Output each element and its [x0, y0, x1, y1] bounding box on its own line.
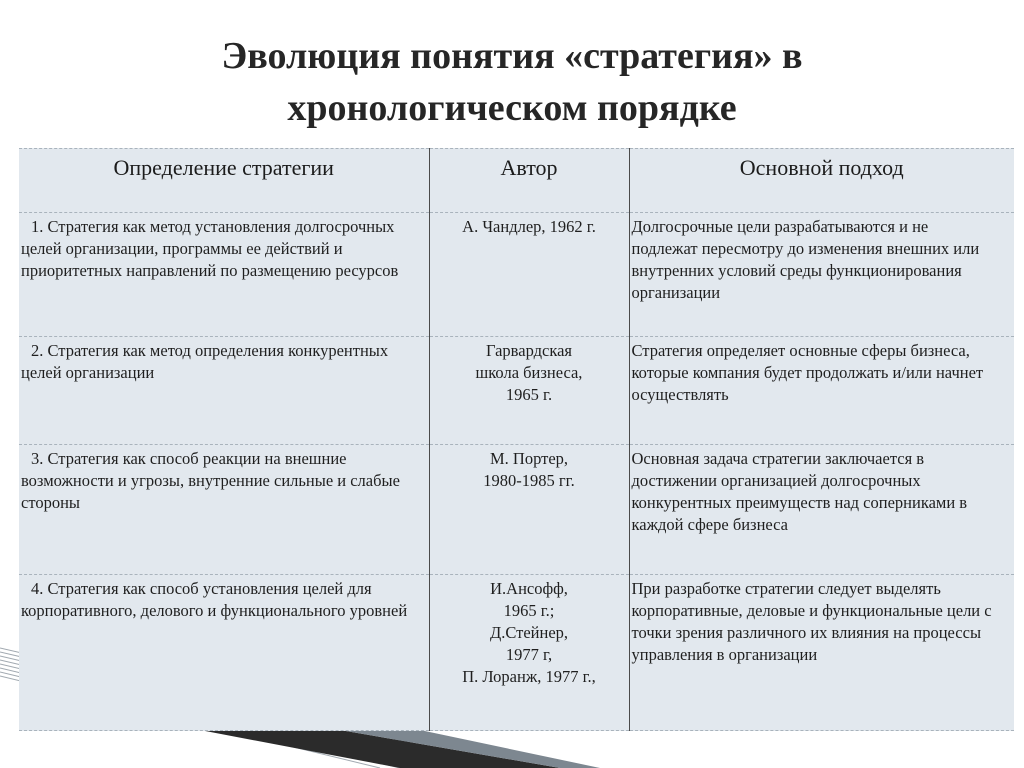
- header-approach: Основной подход: [629, 149, 1014, 213]
- header-author: Автор: [429, 149, 629, 213]
- author-cell: [429, 213, 629, 337]
- author-line: 1965 г.: [505, 385, 553, 404]
- author-cell: [429, 445, 629, 575]
- table-row: [19, 337, 1014, 445]
- author-cell: [429, 575, 629, 731]
- table-row: [19, 575, 1014, 731]
- table-row: [19, 213, 1014, 337]
- author-line: П. Лоранж, 1977 г.,: [462, 667, 596, 686]
- author-line: И.Ансофф,: [490, 579, 568, 598]
- table-header-row: [19, 149, 1014, 213]
- title-line-2: хронологическом порядке: [287, 87, 737, 129]
- definition-cell: 1. Стратегия как метод установления долгосрочных целей организации, программы ее действий и приоритетных направлений по размещению ресурсов: [19, 213, 429, 337]
- definition-cell: 4. Стратегия как способ установления целей для корпоративного, делового и функционального уровней: [19, 575, 429, 731]
- author-line: Д.Стейнер,: [489, 623, 569, 642]
- author-line: А. Чандлер, 1962 г.: [462, 217, 596, 236]
- approach-cell: Стратегия определяет основные сферы бизнеса, которые компания будет продолжать и/или начнет осуществлять: [629, 337, 1014, 445]
- author-line: М. Портер,: [489, 449, 569, 468]
- author-line: Гарвардская: [485, 341, 573, 360]
- author-line: школа бизнеса,: [475, 363, 583, 382]
- strategy-table: [19, 148, 1014, 730]
- approach-cell: При разработке стратегии следует выделять корпоративные, деловые и функциональные цели с точки зрения различного их влияния на процессы управления в организации: [629, 575, 1014, 731]
- approach-cell: Основная задача стратегии заключается в достижении организацией долгосрочных конкурентных преимуществ над соперниками в каждой сфере бизнеса: [629, 445, 1014, 575]
- author-cell: [429, 337, 629, 445]
- page-title: [80, 30, 944, 134]
- title-line-1: Эволюция понятия «стратегия» в: [221, 35, 803, 77]
- author-line: 1977 г,: [505, 645, 553, 664]
- definition-cell: 3. Стратегия как способ реакции на внешние возможности и угрозы, внутренние сильные и слабые стороны: [19, 445, 429, 575]
- author-line: 1965 г.;: [503, 601, 555, 620]
- approach-cell: Долгосрочные цели разрабатываются и не подлежат пересмотру до изменения внешних или внутренних условий среды функционирования организации: [629, 213, 1014, 337]
- definition-cell: 2. Стратегия как метод определения конкурентных целей организации: [19, 337, 429, 445]
- author-line: 1980-1985 гг.: [483, 471, 575, 490]
- table-row: [19, 445, 1014, 575]
- header-definition: Определение стратегии: [19, 149, 429, 213]
